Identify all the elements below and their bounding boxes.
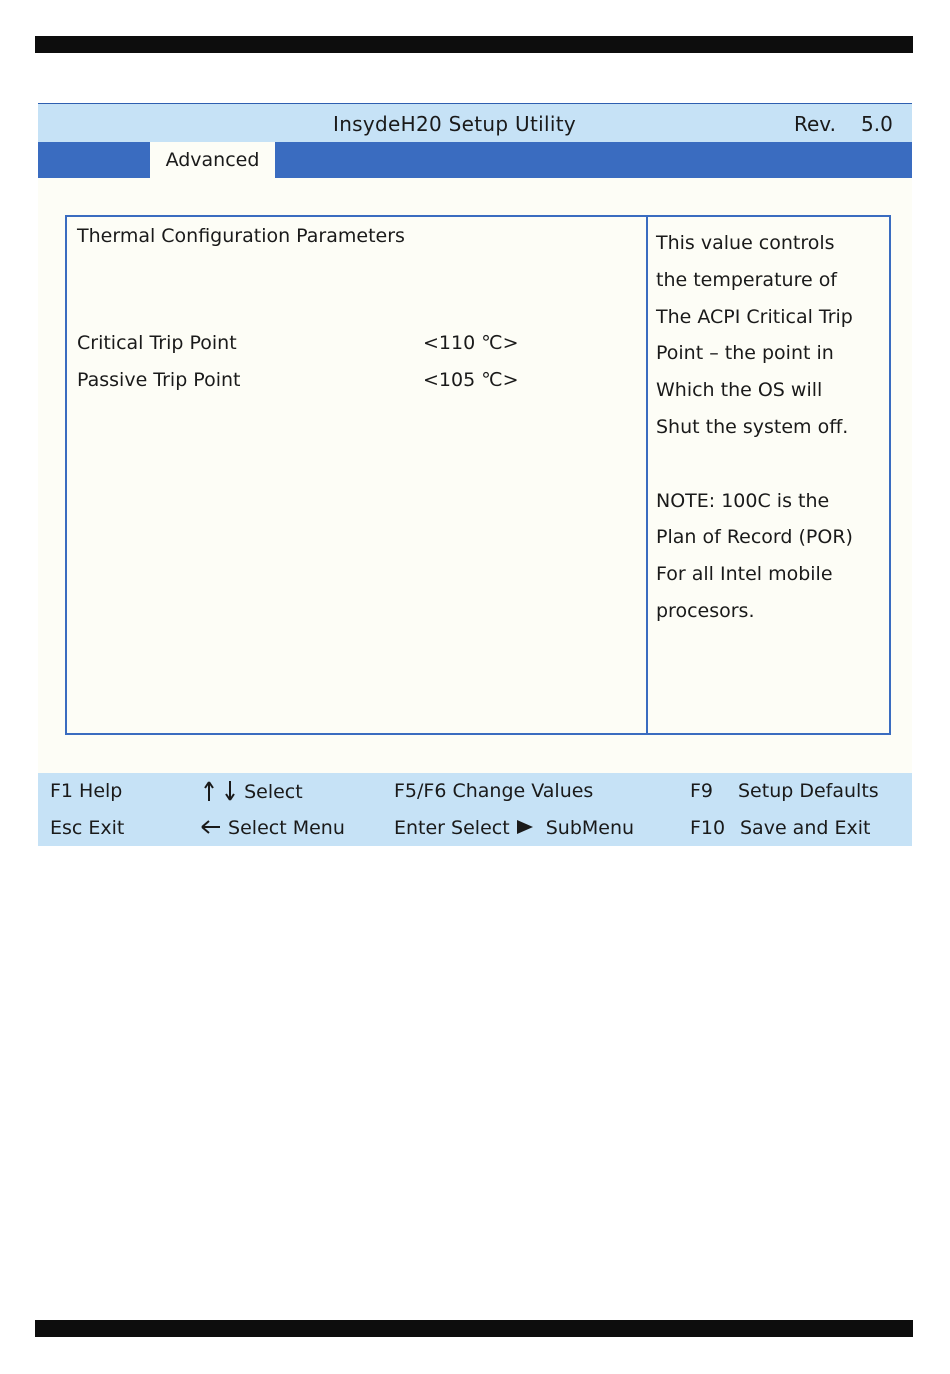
section-title: Thermal Configuration Parameters (77, 225, 405, 247)
help-line: the temperature of (656, 268, 838, 291)
help-line: Which the OS will (656, 379, 823, 402)
panel-divider (646, 217, 648, 733)
setting-passive-trip-point[interactable] (77, 369, 637, 397)
esc-exit: Esc Exit (50, 817, 125, 839)
f5f6-change-values: F5/F6 Change Values (394, 780, 594, 802)
content-frame (65, 215, 891, 735)
f10-save-and-exit: Save and Exit (740, 817, 871, 839)
help-line: This value controls (656, 232, 835, 254)
setting-critical-trip-point[interactable] (77, 332, 637, 360)
page-top-bar (35, 36, 913, 53)
setting-value[interactable]: <110 ℃> (423, 332, 519, 354)
help-panel (656, 225, 886, 630)
title-bar (38, 103, 912, 142)
tab-advanced[interactable]: Advanced (150, 142, 275, 178)
updown-select-label: Select (244, 781, 303, 803)
help-line: NOTE: 100C is the (656, 489, 830, 512)
help-line: procesors. (656, 599, 755, 622)
submenu-label: SubMenu (545, 817, 635, 839)
app-title: InsydeH20 Setup Utility (333, 112, 576, 136)
triangle-right-icon (516, 819, 534, 835)
f9-setup-defaults: Setup Defaults (738, 780, 879, 802)
revision-label: Rev. (794, 112, 836, 136)
help-line (656, 446, 886, 483)
f10-key: F10 (690, 817, 726, 839)
help-line: Shut the system off. (656, 415, 849, 438)
updown-select-hint (202, 780, 303, 803)
tab-bar (38, 142, 912, 178)
arrow-left-icon (200, 818, 222, 836)
help-line: Point – the point in (656, 342, 834, 365)
help-line: Plan of Record (POR) (656, 526, 853, 549)
help-line: For all Intel mobile (656, 563, 833, 586)
arrow-down-icon (222, 780, 238, 802)
bios-setup-window (38, 103, 912, 846)
setting-label: Critical Trip Point (77, 332, 237, 354)
setting-label: Passive Trip Point (77, 369, 241, 391)
key-help-footer (38, 773, 912, 846)
enter-select-label: Enter Select (394, 817, 510, 839)
help-line: The ACPI Critical Trip (656, 305, 853, 328)
f1-help: F1 Help (50, 780, 123, 802)
left-select-menu-hint (200, 817, 345, 839)
f9-key: F9 (690, 780, 714, 802)
select-menu-label: Select Menu (228, 817, 345, 839)
page-bottom-bar (35, 1320, 913, 1337)
setting-value[interactable]: <105 ℃> (423, 369, 519, 391)
arrow-up-icon (202, 780, 216, 802)
enter-select-submenu-hint (394, 817, 634, 839)
revision-value: 5.0 (861, 112, 893, 136)
